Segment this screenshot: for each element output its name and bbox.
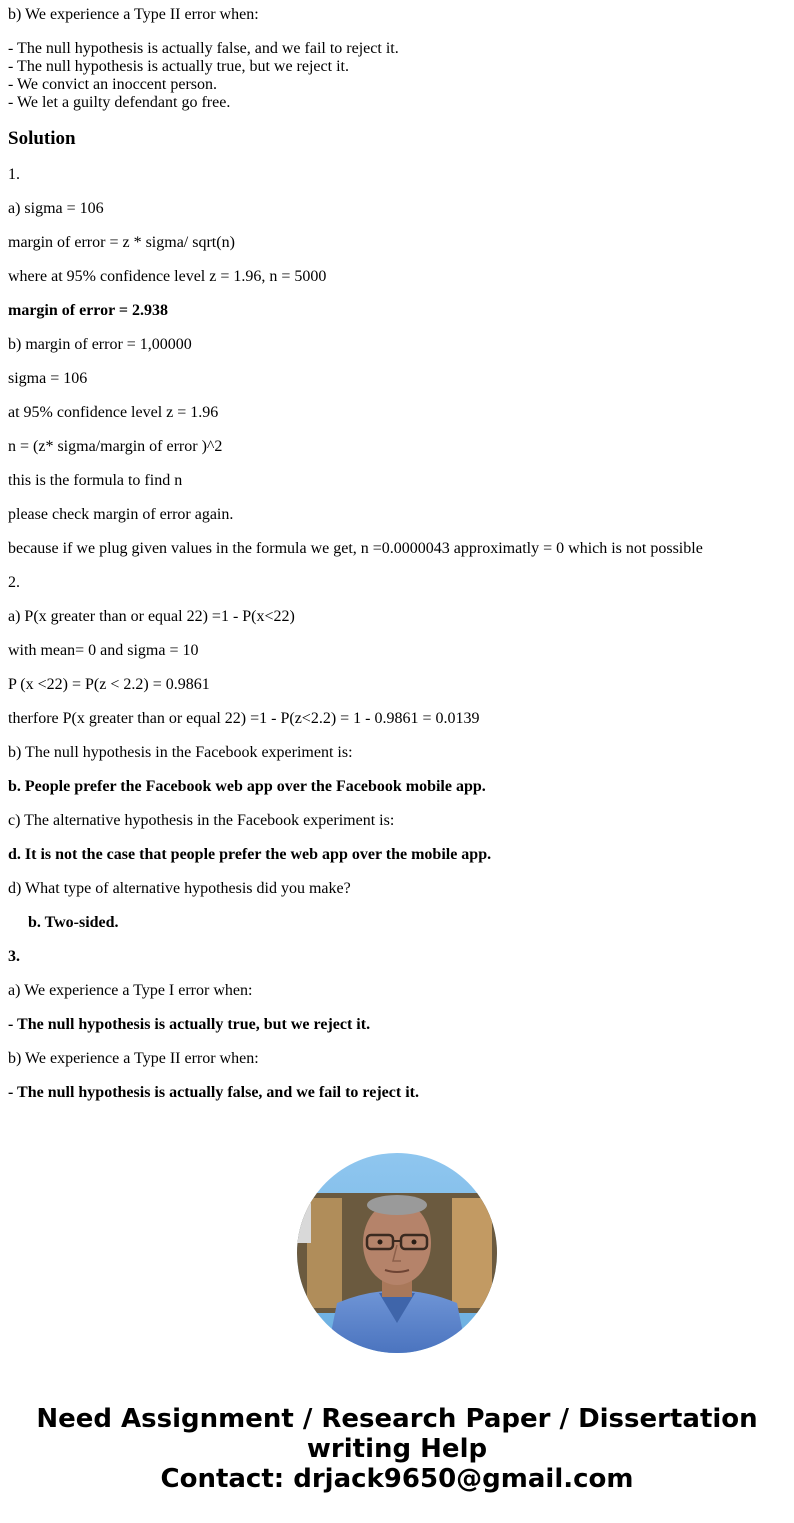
solution-line: b. People prefer the Facebook web app over the Facebook mobile app.	[8, 778, 486, 795]
solution-content	[8, 166, 786, 1102]
solution-line: b) The null hypothesis in the Facebook experiment is:	[8, 744, 353, 761]
solution-line: a) sigma = 106	[8, 200, 104, 217]
contact-email-line: Contact: drjack9650@gmail.com	[160, 1464, 634, 1494]
solution-line: 2.	[8, 574, 20, 591]
answer-options	[8, 40, 786, 112]
document-body	[8, 6, 786, 1118]
solution-line: b. Two-sided.	[28, 914, 119, 931]
solution-line: d. It is not the case that people prefer the web app over the mobile app.	[8, 846, 492, 863]
solution-heading: Solution	[8, 128, 76, 149]
contact-line-2: writing Help	[306, 1434, 488, 1464]
solution-line: sigma = 106	[8, 370, 88, 387]
solution-line: 3.	[8, 948, 20, 965]
solution-line: margin of error = 2.938	[8, 302, 169, 319]
solution-line: with mean= 0 and sigma = 10	[8, 642, 199, 659]
solution-line: a) P(x greater than or equal 22) =1 - P(x<22)	[8, 608, 295, 625]
solution-line: margin of error = z * sigma/ sqrt(n)	[8, 234, 235, 251]
solution-line: b) margin of error = 1,00000	[8, 336, 192, 353]
option-2: - The null hypothesis is actually true, but we reject it.	[8, 58, 349, 75]
solution-line: - The null hypothesis is actually true, but we reject it.	[8, 1016, 371, 1033]
solution-line: where at 95% confidence level z = 1.96, n = 5000	[8, 268, 327, 285]
solution-line: please check margin of error again.	[8, 506, 234, 523]
solution-line: P (x <22) = P(z < 2.2) = 0.9861	[8, 676, 210, 693]
solution-line: therfore P(x greater than or equal 22) =1 - P(z<2.2) = 1 - 0.9861 = 0.0139	[8, 710, 480, 727]
option-1: - The null hypothesis is actually false, and we fail to reject it.	[8, 40, 399, 57]
solution-line: a) We experience a Type I error when:	[8, 982, 253, 999]
contact-banner	[0, 1404, 794, 1494]
solution-line: 1.	[8, 166, 20, 183]
option-4: - We let a guilty defendant go free.	[8, 94, 231, 111]
author-avatar	[297, 1153, 497, 1353]
solution-line: n = (z* sigma/margin of error )^2	[8, 438, 223, 455]
question-prompt: b) We experience a Type II error when:	[8, 6, 259, 23]
solution-line: - The null hypothesis is actually false, and we fail to reject it.	[8, 1084, 419, 1101]
solution-line: b) We experience a Type II error when:	[8, 1050, 259, 1067]
solution-line: c) The alternative hypothesis in the Facebook experiment is:	[8, 812, 395, 829]
author-portrait-image	[297, 1153, 497, 1353]
option-3: - We convict an inoccent person.	[8, 76, 218, 93]
solution-line: at 95% confidence level z = 1.96	[8, 404, 219, 421]
contact-line-1: Need Assignment / Research Paper / Dissertation	[36, 1404, 758, 1434]
solution-line: d) What type of alternative hypothesis did you make?	[8, 880, 351, 897]
solution-line: because if we plug given values in the formula we get, n =0.0000043 approximatly = 0 which is not possible	[8, 540, 703, 557]
solution-line: this is the formula to find n	[8, 472, 183, 489]
